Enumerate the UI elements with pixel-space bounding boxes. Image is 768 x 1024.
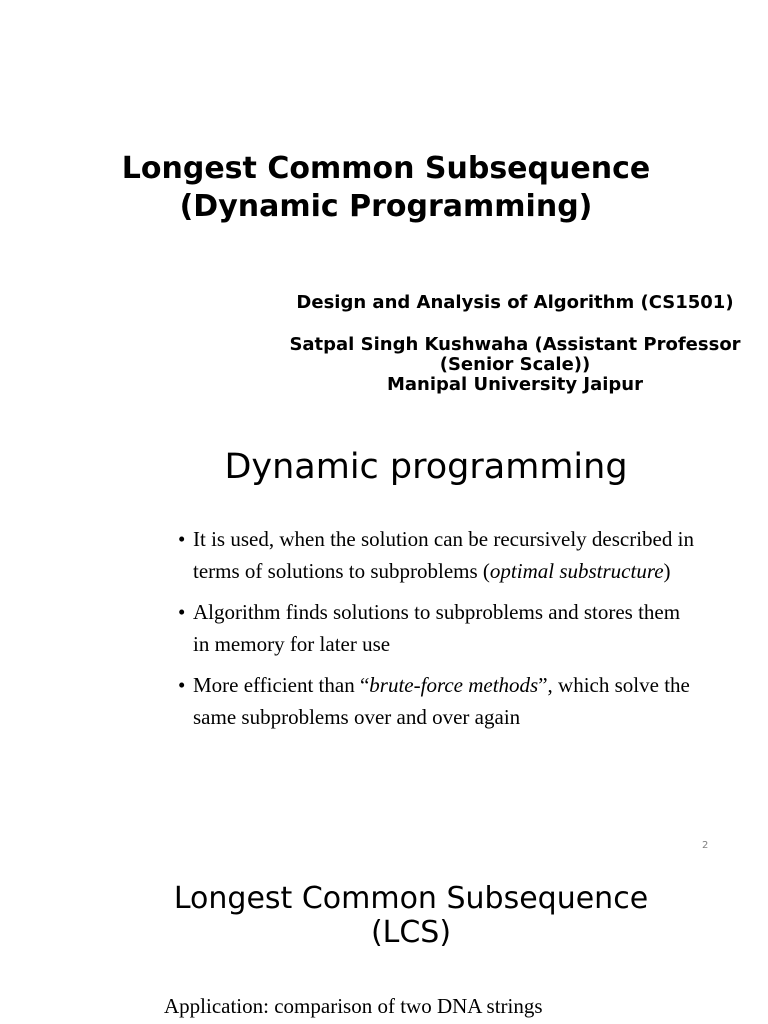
slide3-heading <box>0 882 768 950</box>
author-block <box>260 335 768 395</box>
bullet-list <box>178 523 698 742</box>
slide3-heading-line2: (LCS) <box>370 915 452 950</box>
bullet-icon: • <box>178 673 186 697</box>
bullet-icon: • <box>178 600 186 624</box>
bullet-text: More efficient than “ <box>193 673 370 697</box>
bullet-item-efficiency <box>178 669 698 733</box>
bullet-icon: • <box>178 527 186 551</box>
bullet-emphasis: optimal substructure <box>489 559 664 583</box>
bullet-item-recursive <box>178 523 698 587</box>
slide3-heading-line1: Longest Common Subsequence <box>173 881 649 916</box>
bullet-emphasis: brute-force methods <box>369 673 539 697</box>
slide1-title-line1: Longest Common Subsequence <box>121 151 651 186</box>
institution-name: Manipal University Jaipur <box>386 374 643 395</box>
bullet-text: It is used, when the solution can be recursively described in terms of solutions to subproblems ( <box>193 527 694 583</box>
slide1-title <box>0 150 768 226</box>
course-name: Design and Analysis of Algorithm (CS1501) <box>296 292 734 313</box>
application-text: Application: comparison of two DNA strings <box>164 994 543 1018</box>
bullet-text: ”, which solve the same subproblems over and over again <box>193 673 690 729</box>
page-number: 2 <box>702 840 709 851</box>
slide2-heading: Dynamic programming <box>224 447 628 487</box>
slide1-title-line2: (Dynamic Programming) <box>179 189 593 224</box>
bullet-text: ) <box>663 559 671 583</box>
author-name: Satpal Singh Kushwaha (Assistant Professor <box>289 334 741 355</box>
bullet-text: Algorithm finds solutions to subproblems and stores them in memory for later use <box>193 600 681 656</box>
author-designation: (Senior Scale)) <box>439 354 591 375</box>
bullet-item-memory <box>178 596 698 660</box>
